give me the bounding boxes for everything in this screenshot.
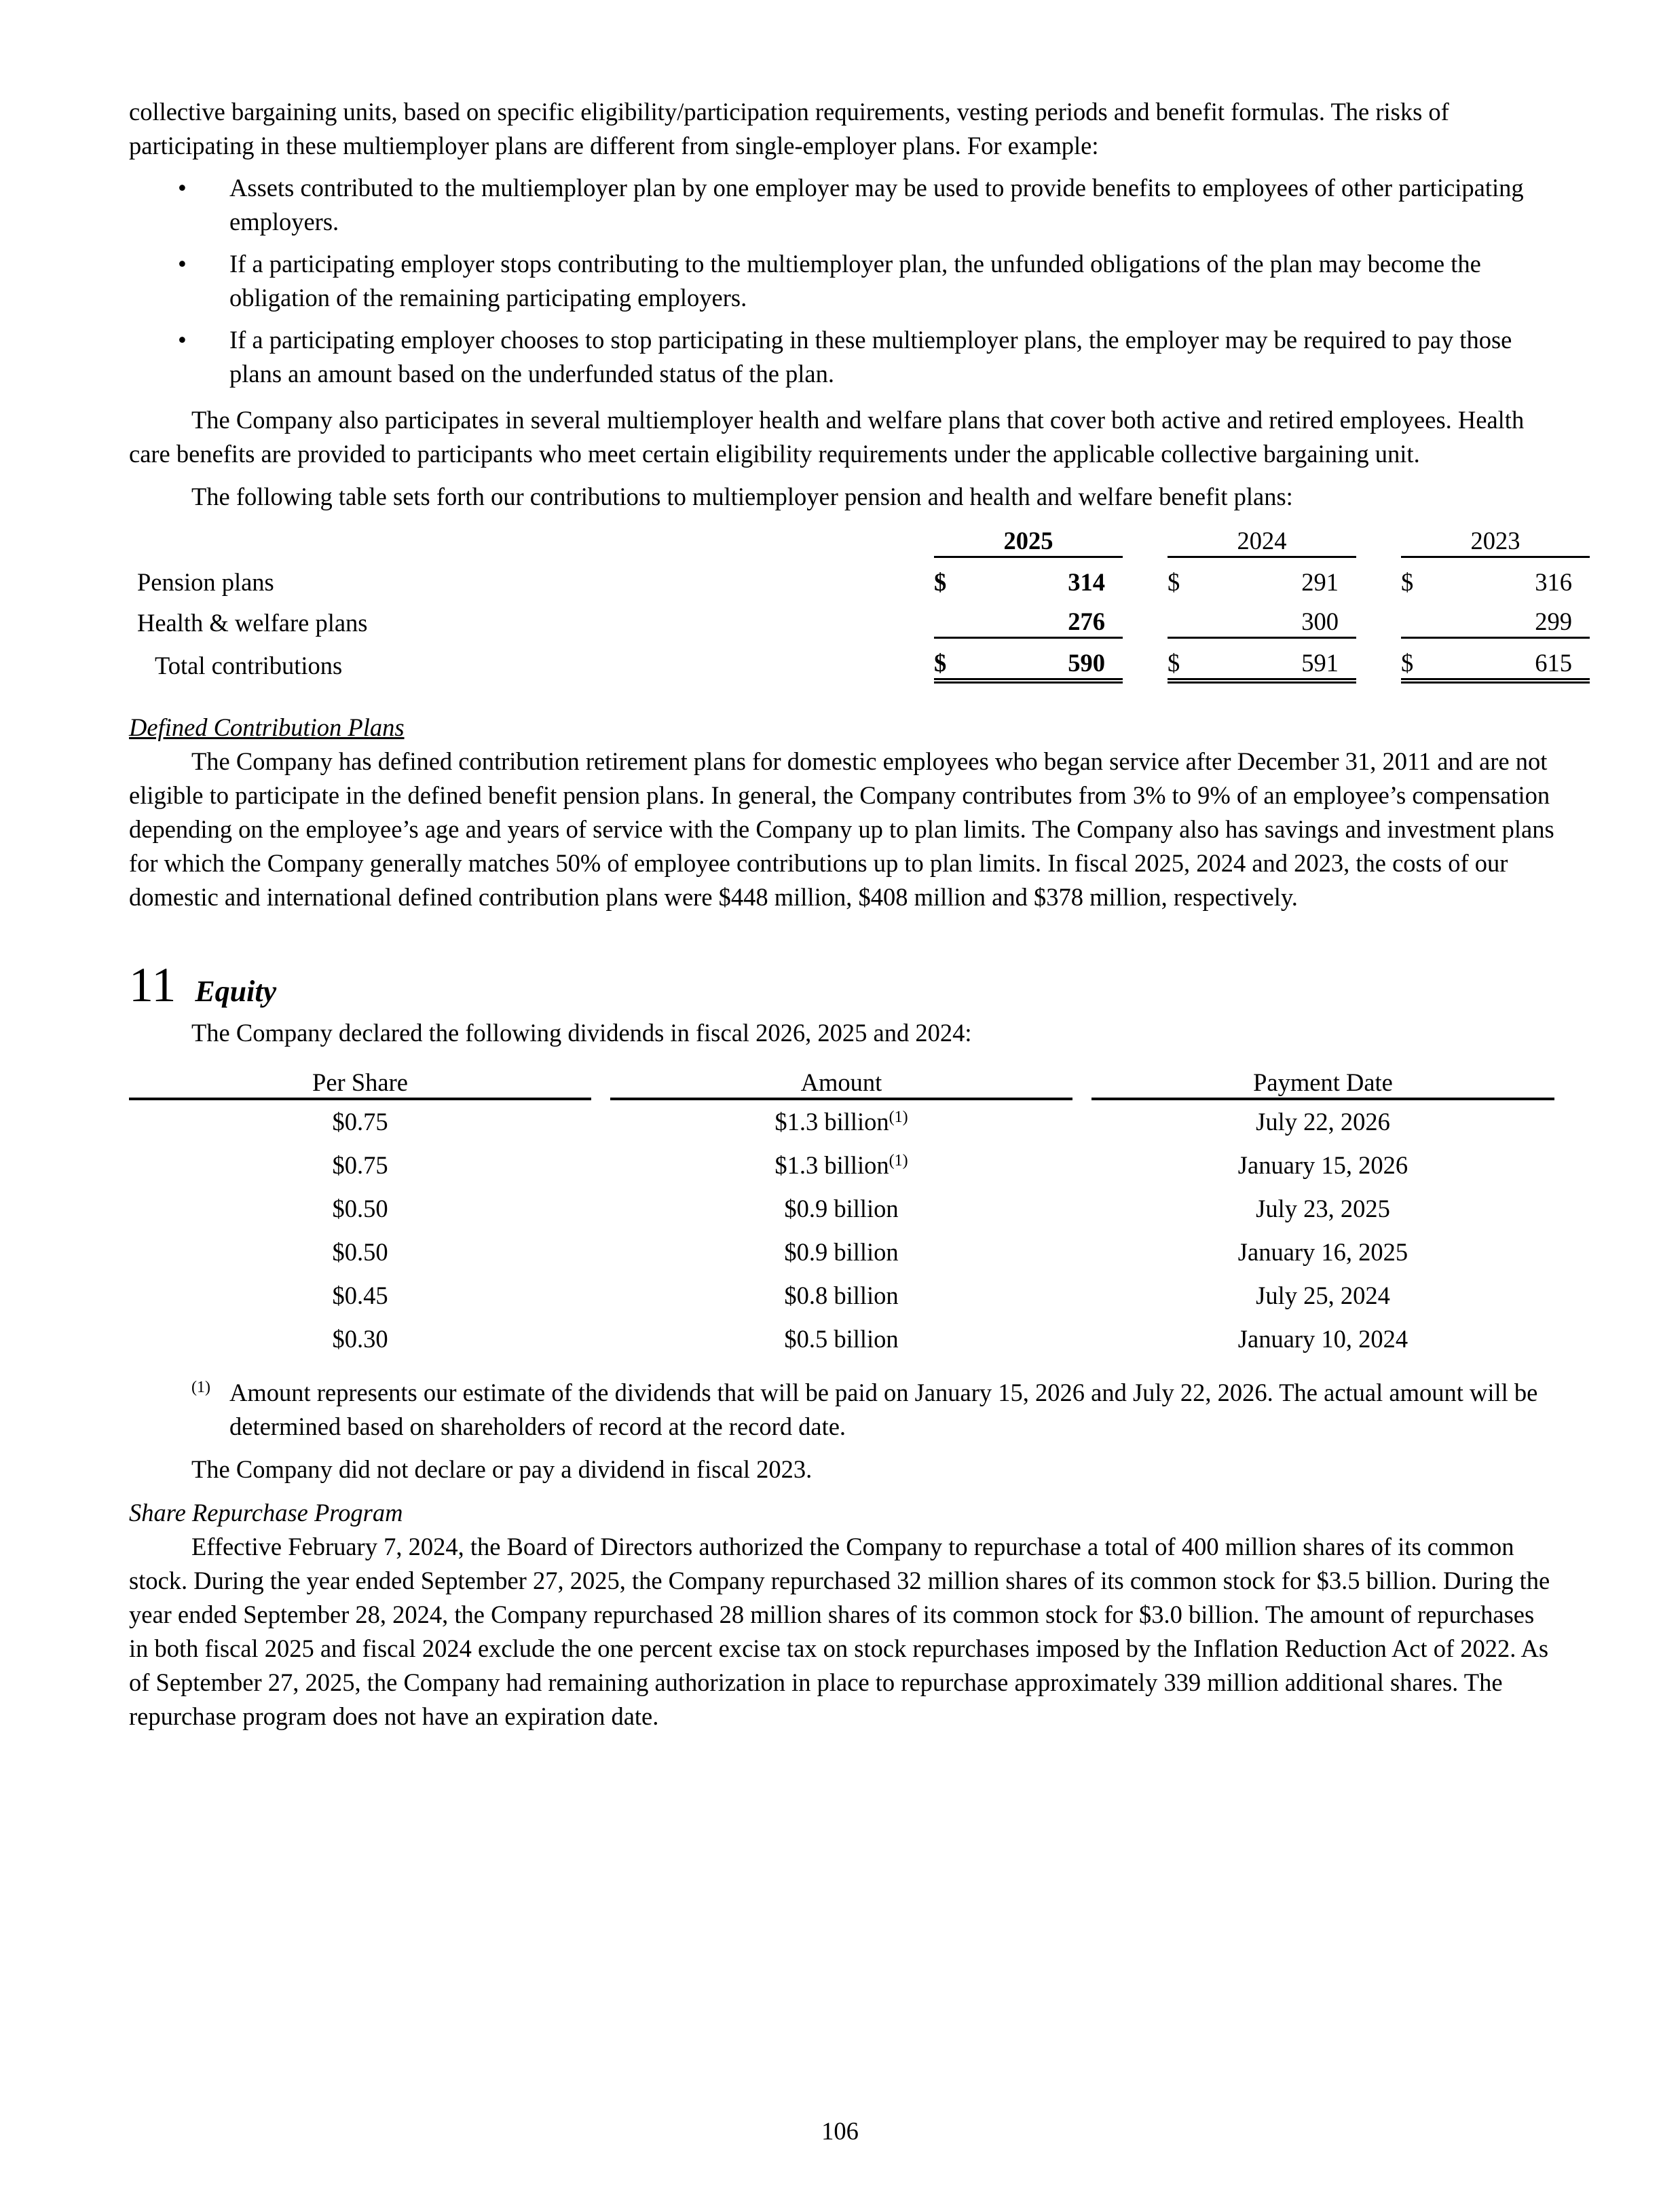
dividends-table xyxy=(129,1064,1554,1361)
table-cell: 300 xyxy=(1227,597,1356,638)
contributions-header-row xyxy=(129,517,1590,557)
table-cell: $0.75 xyxy=(332,1151,388,1179)
table-row xyxy=(129,1099,1554,1144)
section-number: 11 xyxy=(129,958,176,1012)
table-row xyxy=(129,1274,1554,1317)
table-cell: 615 xyxy=(1461,638,1590,681)
contributions-table xyxy=(129,517,1590,684)
table-cell: $0.30 xyxy=(332,1325,388,1353)
column-header: Payment Date xyxy=(1091,1064,1554,1099)
table-cell: January 10, 2024 xyxy=(1237,1325,1408,1353)
column-header: Amount xyxy=(610,1064,1072,1099)
table-cell: July 23, 2025 xyxy=(1256,1195,1390,1222)
health-welfare-paragraph: The Company also participates in several multiemployer health and welfare plans that cover both active and retired employees. Health care benefits are provided to participants who meet certain eligibility requirements under the applicable collective bargaining unit. xyxy=(129,406,1525,468)
table-cell: 276 xyxy=(994,597,1123,638)
table-cell: $0.50 xyxy=(332,1238,388,1266)
table-cell: $0.50 xyxy=(332,1195,388,1222)
table-row xyxy=(129,638,1590,681)
year-header: 2023 xyxy=(1401,517,1590,557)
table-row xyxy=(129,1231,1554,1274)
row-label: Pension plans xyxy=(137,568,274,596)
defined-contribution-paragraph: The Company has defined contribution retirement plans for domestic employees who began service after December 31, 2011 and are not eligible to participate in the defined benefit pension plans. In general, the Company contributes from 3% to 9% of an employee’s compensation depending on the employee’s age and years of service with the Company up to plan limits. The Company also has savings and investment plans for which the Company generally matches 50% of employee contributions up to plan limits. In fiscal 2025, 2024 and 2023, the costs of our domestic and international defined contribution plans were $448 million, $408 million and $378 million, respectively. xyxy=(129,747,1554,911)
repurchase-heading: Share Repurchase Program xyxy=(129,1499,403,1527)
currency-symbol: $ xyxy=(1168,568,1180,596)
table-cell: $0.8 billion xyxy=(784,1281,899,1309)
year-header: 2025 xyxy=(934,517,1123,557)
list-item: • If a participating employer chooses to stop participating in these multiemployer plans, the employer may be required to pay those plans an amount based on the underfunded status of the plan. xyxy=(129,323,1554,391)
table-cell: January 16, 2025 xyxy=(1237,1238,1408,1266)
table-cell: $1.3 billion$^{(1)}$ xyxy=(774,1151,908,1179)
table-row xyxy=(129,1144,1554,1187)
list-item: • Assets contributed to the multiemployer plan by one employer may be used to provide benefits to employees of other participating employers. xyxy=(129,171,1554,239)
table-cell: $1.3 billion$^{(1)}$ xyxy=(774,1108,908,1136)
dividends-intro: The Company declared the following dividends in fiscal 2026, 2025 and 2024: xyxy=(191,1019,972,1047)
table-row xyxy=(129,597,1590,638)
list-item: • If a participating employer stops contributing to the multiemployer plan, the unfunded obligations of the plan may become the obligation of the remaining participating employers. xyxy=(129,247,1554,315)
bullet-icon: • xyxy=(178,174,187,202)
section-title: Equity xyxy=(195,975,277,1008)
table-cell: 316 xyxy=(1535,568,1572,596)
table-cell: July 22, 2026 xyxy=(1256,1108,1390,1136)
table-cell: $0.75 xyxy=(332,1108,388,1136)
table-cell: $0.9 billion xyxy=(784,1195,899,1222)
no-dividend-statement: The Company did not declare or pay a dividend in fiscal 2023. xyxy=(191,1455,813,1483)
repurchase-paragraph: Effective February 7, 2024, the Board of Directors authorized the Company to repurchase a total of 400 million shares of its common stock. During the year ended September 27, 2025, the Company repurchased 32 million shares of its common stock for $3.5 billion. During the year ended September 28, 2024, the Company repurchased 28 million shares of its common stock for $3.0 billion. The amount of repurchases in both fiscal 2025 and fiscal 2024 exclude the one percent excise tax on stock repurchases imposed by the Inflation Reduction Act of 2022. As of September 27, 2025, the Company had remaining authorization in place to repurchase approximately 339 million additional shares. The repurchase program does not have an expiration date. xyxy=(129,1533,1550,1730)
table-cell: 299 xyxy=(1461,597,1590,638)
currency-symbol: $ xyxy=(1401,568,1414,596)
table-cell: 591 xyxy=(1227,638,1356,681)
row-label: Health & welfare plans xyxy=(137,608,368,637)
table-cell: $0.45 xyxy=(332,1281,388,1309)
intro-paragraph: collective bargaining units, based on specific eligibility/participation requirements, vesting periods and benefit formulas. The risks of participating in these multiemployer plans are different from single-employer plans. For example: xyxy=(129,98,1449,160)
bullet-icon: • xyxy=(178,326,187,354)
table-cell: 590 xyxy=(994,638,1123,681)
table-row xyxy=(129,1187,1554,1231)
currency-symbol: $ xyxy=(1168,638,1227,681)
page-number: 106 xyxy=(821,2117,859,2145)
section-heading xyxy=(129,958,1554,1012)
table-cell: 314 xyxy=(1068,568,1105,596)
currency-symbol: $ xyxy=(1401,638,1461,681)
row-label: Total contributions xyxy=(155,652,343,679)
column-header: Per Share xyxy=(129,1064,591,1099)
defined-contribution-heading: Defined Contribution Plans xyxy=(129,713,405,741)
dividend-footnote: (1) Amount represents our estimate of the dividends that will be paid on January 15, 2026 and July 22, 2026. The actual amount will be determined based on shareholders of record at the record date. xyxy=(129,1376,1554,1444)
table-row xyxy=(129,557,1590,598)
table-cell: $0.5 billion xyxy=(784,1325,899,1353)
table-cell: July 25, 2024 xyxy=(1256,1281,1390,1309)
table-cell: January 15, 2026 xyxy=(1237,1151,1408,1179)
document-page xyxy=(129,95,1572,1734)
dividends-header-row xyxy=(129,1064,1554,1099)
footnote-marker: (1) xyxy=(191,1379,210,1396)
currency-symbol: $ xyxy=(934,638,994,681)
table-cell: 291 xyxy=(1301,568,1339,596)
currency-symbol: $ xyxy=(934,568,947,596)
footnote-ref: (1) xyxy=(889,1108,908,1126)
year-header: 2024 xyxy=(1168,517,1356,557)
risk-bullet-list xyxy=(129,171,1554,391)
footnote-ref: (1) xyxy=(889,1152,908,1170)
table-cell: $0.9 billion xyxy=(784,1238,899,1266)
table-intro-paragraph: The following table sets forth our contributions to multiemployer pension and health and welfare benefit plans: xyxy=(191,483,1293,510)
bullet-icon: • xyxy=(178,250,187,278)
table-row xyxy=(129,1317,1554,1361)
